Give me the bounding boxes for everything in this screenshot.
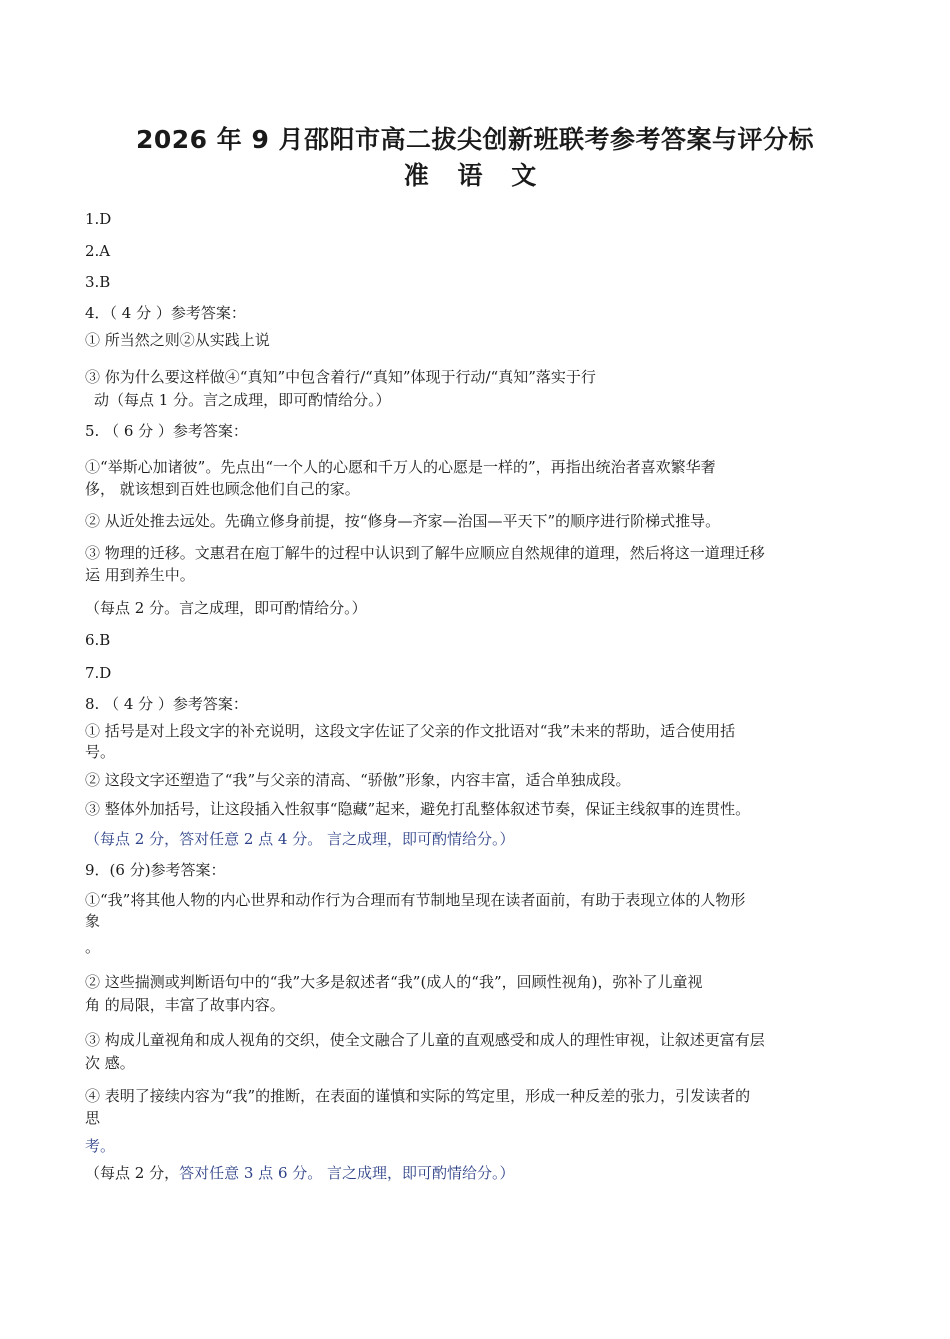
q8-line: ① 括号是对上段文字的补充说明，这段文字佐证了父亲的作文批语对“我”未来的帮助，适合使用括 xyxy=(85,722,736,740)
q9-line: ①“我”将其他人物的内心世界和动作行为合理而有节制地呈现在读者面前，有助于表现立体的人物形 xyxy=(85,891,746,909)
q9-line: 角 的局限，丰富了故事内容。 xyxy=(85,996,285,1014)
q8-line: ② 这段文字还塑造了“我”与父亲的清高、“骄傲”形象，内容丰富，适合单独成段。 xyxy=(85,771,631,789)
answer-q1: 1.D xyxy=(85,210,112,228)
q9-line: 象 xyxy=(85,912,101,930)
q9-line: 思 xyxy=(85,1109,101,1127)
q5-line: ③ 物理的迁移。文惠君在庖丁解牛的过程中认识到了解牛应顺应自然规律的道理，然后将这一道理迁移 xyxy=(85,544,765,562)
q8-scoring-note: （每点 2 分，答对任意 2 点 4 分。 言之成理，即可酌情给分。） xyxy=(85,830,515,848)
q9-scoring-note-part1: （每点 2 分， xyxy=(85,1164,180,1182)
q4-line: 动（每点 1 分。言之成理，即可酌情给分。） xyxy=(94,391,391,409)
q9-line: 次 感。 xyxy=(85,1054,135,1072)
page-title-line1: 2026 年 9 月邵阳市高二拔尖创新班联考参考答案与评分标 xyxy=(135,125,815,154)
q5-line: ② 从近处推去远处。先确立修身前提，按“修身—齐家—治国—平天下”的顺序进行阶梯式推导。 xyxy=(85,512,721,530)
answer-q6: 6.B xyxy=(85,631,111,649)
q5-line: 侈， 就该想到百姓也顾念他们自己的家。 xyxy=(85,480,360,498)
answer-q2: 2.A xyxy=(85,242,111,260)
q8-heading: 8. （ 4 分 ）参考答案： xyxy=(85,695,248,713)
q9-scoring-note-part2: 答对任意 3 点 6 分。 言之成理，即可酌情给分。） xyxy=(179,1164,515,1182)
page-title-line2: 准 语 文 xyxy=(403,161,547,190)
q5-line: 运 用到养生中。 xyxy=(85,566,195,584)
q5-scoring-note: （每点 2 分。言之成理，即可酌情给分。） xyxy=(85,599,367,617)
q4-line: ① 所当然之则②从实践上说 xyxy=(85,331,270,349)
q9-line: ③ 构成儿童视角和成人视角的交织，使全文融合了儿童的直观感受和成人的理性审视，让叙述更富有层 xyxy=(85,1031,765,1049)
q5-line: ①“举斯心加诸彼”。先点出“一个人的心愿和千万人的心愿是一样的”，再指出统治者喜欢繁华奢 xyxy=(85,458,716,476)
q9-line: ④ 表明了接续内容为“我”的推断，在表面的谨慎和实际的笃定里，形成一种反差的张力，引发读者的 xyxy=(85,1087,751,1105)
q9-heading: 9．(6 分)参考答案： xyxy=(85,861,226,879)
q8-line: 号。 xyxy=(85,743,116,761)
q9-line: ② 这些揣测或判断语句中的“我”大多是叙述者“我”(成人的“我”，回顾性视角)，弥补了儿童视 xyxy=(85,973,703,991)
q4-heading: 4．（ 4 分 ）参考答案： xyxy=(85,304,246,322)
q9-line: 考。 xyxy=(85,1137,116,1155)
q8-line: ③ 整体外加括号，让这段插入性叙事“隐藏”起来，避免打乱整体叙述节奏，保证主线叙事的连贯性。 xyxy=(85,800,751,818)
q9-line: 。 xyxy=(85,938,101,956)
answer-q7: 7.D xyxy=(85,664,112,682)
q4-line: ③ 你为什么要这样做④“真知”中包含着行/“真知”体现于行动/“真知”落实于行 xyxy=(85,368,596,386)
q5-heading: 5. （ 6 分 ）参考答案： xyxy=(85,422,248,440)
q9-scoring-note xyxy=(85,1163,865,1183)
answer-q3: 3.B xyxy=(85,273,111,291)
